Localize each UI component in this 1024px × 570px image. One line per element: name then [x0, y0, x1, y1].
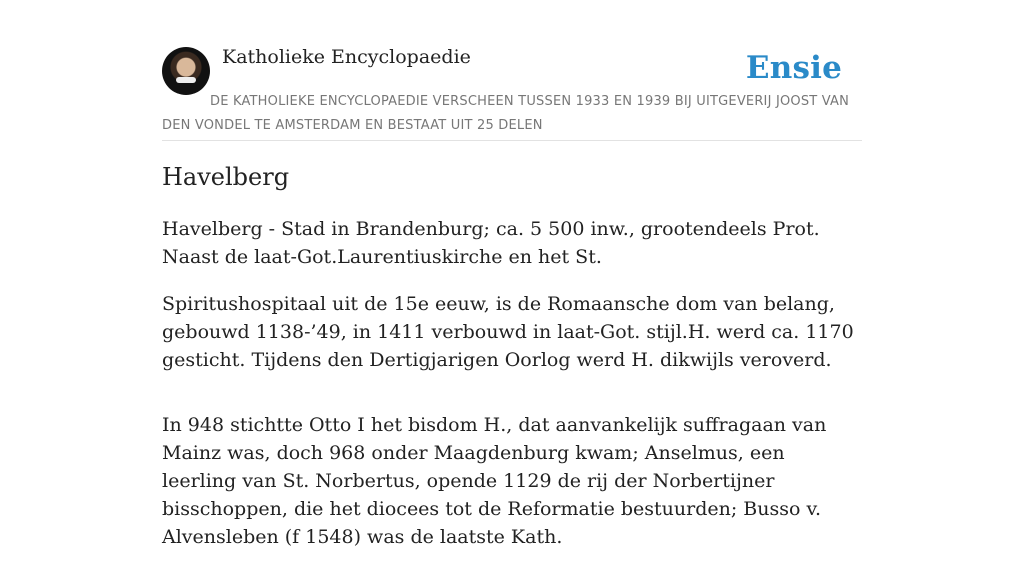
site-avatar[interactable]: [162, 47, 210, 95]
brand-logo[interactable]: Ensie: [745, 50, 842, 86]
site-header: [162, 0, 862, 141]
article-paragraph: Havelberg - Stad in Brandenburg; ca. 5 500 inw., grootendeels Prot. Naast de laat-Got.Laurentiuskirche en het St.: [162, 218, 820, 268]
article-paragraph: In 948 stichtte Otto I het bisdom H., dat aanvankelijk suffragaan van Mainz was, doch 968 onder Maagdenburg kwam; Anselmus, een leerling van St. Norbertus, opende 1129 de rij der Norbertijner bisschoppen, die het diocees tot de Reformatie bestuurden; Busso v. Alvensleben (f 1548) was de laatste Kath.: [162, 414, 827, 548]
article-body: [162, 215, 862, 570]
article-paragraph: Spiritushospitaal uit de 15e eeuw, is de Romaansche dom van belang, gebouwd 1138-’49, in 1411 verbouwd in laat-Got. stijl.H. werd ca. 1170 gesticht. Tijdens den Dertigjarigen Oorlog werd H. dikwijls veroverd.: [162, 293, 854, 371]
site-title[interactable]: Katholieke Encyclopaedie: [222, 46, 471, 68]
site-tagline: DE KATHOLIEKE ENCYCLOPAEDIE VERSCHEEN TUSSEN 1933 EN 1939 BIJ UITGEVERIJ JOOST VAN DEN VONDEL TE AMSTERDAM EN BESTAAT UIT 25 DELEN: [162, 94, 850, 133]
article-title: Havelberg: [162, 163, 290, 191]
page-content: [162, 0, 862, 548]
